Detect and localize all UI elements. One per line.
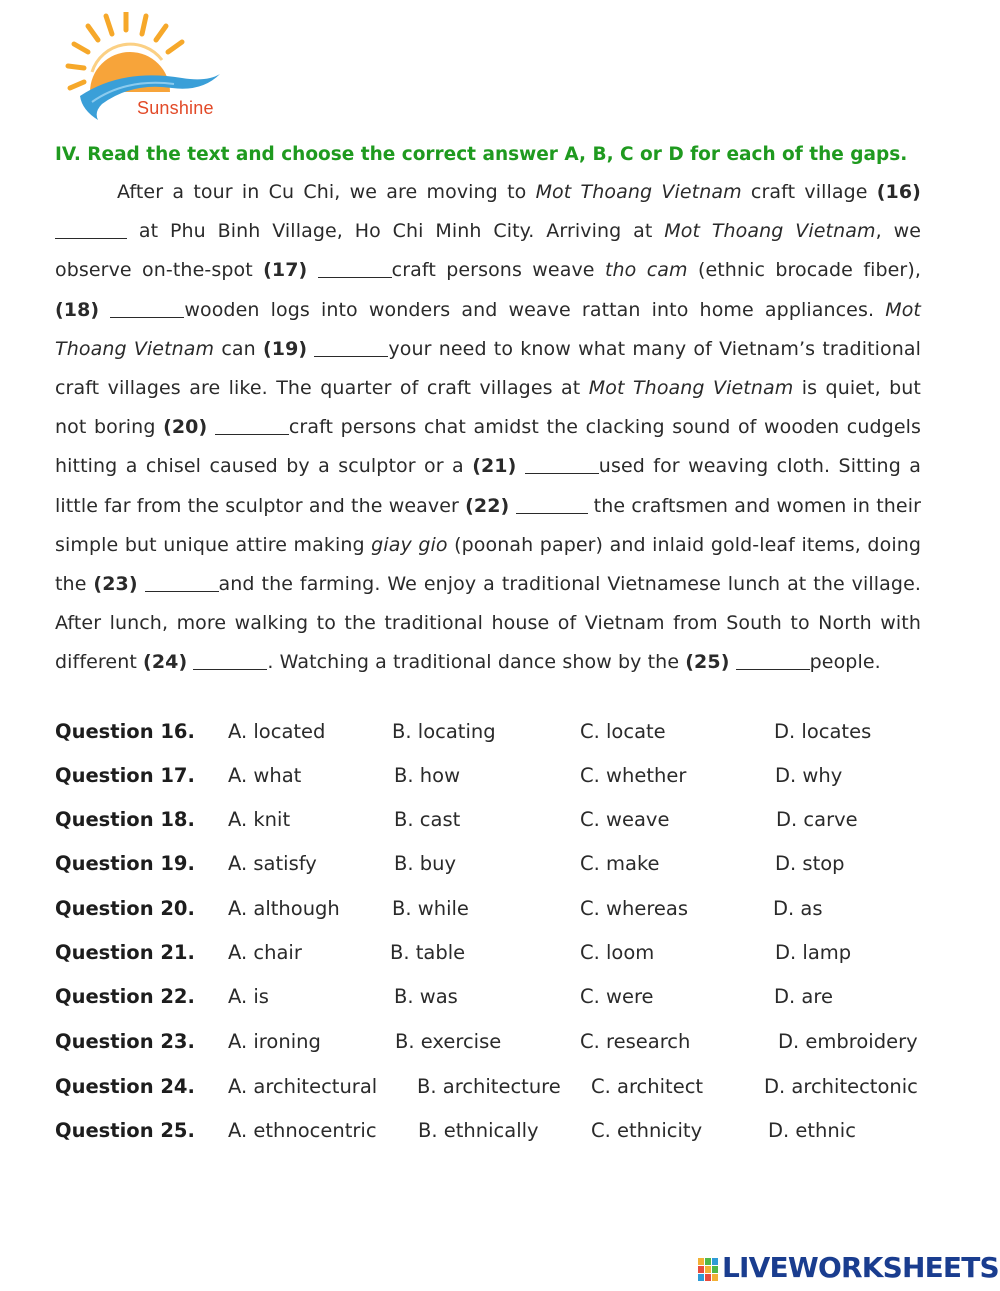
reading-passage: After a tour in Cu Chi, we are moving to Mot Thoang Vietnam craft village (16) at Phu Binh Village, Ho Chi Minh City. Arriving at Mot Thoang Vietnam, we observe on-the-spot (17) craft persons weave tho cam (ethnic brocade fiber), (18) wooden logs into wonders and weave rattan into home appliances. Mot Thoang Vietnam can (19) your need to know what many of Vietnam’s traditional craft villages are like. The quarter of craft villages at Mot Thoang Vietnam is quiet, but not boring (20) craft persons chat amidst the clacking sound of wooden cudgels hitting a chisel caused by a sculptor or a (21) used for weaving cloth. Sitting a little far from the sculptor and the weaver (22) the craftsmen and women in their simple but unique attire making giay gio (poonah paper) and inlaid gold-leaf items, doing the (23) and the farming. We enjoy a traditional Vietnamese lunch at the village. After lunch, more walking to the traditional house of Vietnam from South to North with different (24) . Watching a traditional dance show by the (25) people. xyxy=(55,181,922,674)
question-label: Question 19. xyxy=(55,852,195,875)
option-b[interactable]: B. buy xyxy=(394,852,457,875)
option-d[interactable]: D. locates xyxy=(774,720,872,743)
question-label: Question 24. xyxy=(55,1075,195,1098)
gap-number-23: (23) xyxy=(93,573,138,596)
liveworksheets-brand[interactable]: LIVEWORKSHEETS xyxy=(722,1251,999,1284)
option-a[interactable]: A. is xyxy=(228,985,269,1008)
option-c[interactable]: C. whether xyxy=(580,764,687,787)
option-d[interactable]: D. stop xyxy=(775,852,845,875)
option-b[interactable]: B. locating xyxy=(392,720,496,743)
question-label: Question 22. xyxy=(55,985,195,1008)
option-c[interactable]: C. loom xyxy=(580,941,655,964)
gap-number-20: (20) xyxy=(163,416,208,439)
option-a[interactable]: A. ironing xyxy=(228,1030,321,1053)
option-b[interactable]: B. table xyxy=(390,941,466,964)
option-c[interactable]: C. locate xyxy=(580,720,666,743)
question-label: Question 20. xyxy=(55,897,195,920)
gap-number-22: (22) xyxy=(465,494,510,517)
option-a[interactable]: A. although xyxy=(228,897,340,920)
question-row-25 xyxy=(0,1119,1000,1149)
gap-number-17: (17) xyxy=(263,259,308,282)
option-b[interactable]: B. exercise xyxy=(395,1030,502,1053)
option-d[interactable]: D. carve xyxy=(776,808,858,831)
gap-number-21: (21) xyxy=(472,455,517,478)
option-b[interactable]: B. cast xyxy=(394,808,461,831)
question-row-18 xyxy=(0,808,1000,838)
gap-25[interactable] xyxy=(736,651,810,670)
option-c[interactable]: C. make xyxy=(580,852,660,875)
gap-22[interactable] xyxy=(516,495,588,514)
option-a[interactable]: A. what xyxy=(228,764,302,787)
option-c[interactable]: C. weave xyxy=(580,808,670,831)
option-d[interactable]: D. embroidery xyxy=(778,1030,918,1053)
logo-brand-text: Sunshine xyxy=(137,98,214,118)
question-label: Question 25. xyxy=(55,1119,195,1142)
option-c[interactable]: C. ethnicity xyxy=(591,1119,703,1142)
option-d[interactable]: D. architectonic xyxy=(764,1075,918,1098)
gap-number-25: (25) xyxy=(685,651,730,674)
option-b[interactable]: B. architecture xyxy=(417,1075,561,1098)
question-row-24 xyxy=(0,1075,1000,1105)
option-c[interactable]: C. were xyxy=(580,985,654,1008)
option-c[interactable]: C. research xyxy=(580,1030,691,1053)
gap-17[interactable] xyxy=(318,259,392,278)
option-a[interactable]: A. chair xyxy=(228,941,302,964)
question-label: Question 17. xyxy=(55,764,195,787)
option-a[interactable]: A. knit xyxy=(228,808,291,831)
question-row-17 xyxy=(0,764,1000,794)
gap-21[interactable] xyxy=(525,455,599,474)
gap-24[interactable] xyxy=(193,651,267,670)
option-c[interactable]: C. whereas xyxy=(580,897,689,920)
gap-number-24: (24) xyxy=(143,651,188,674)
option-b[interactable]: B. how xyxy=(394,764,461,787)
option-b[interactable]: B. ethnically xyxy=(418,1119,539,1142)
option-d[interactable]: D. lamp xyxy=(775,941,852,964)
question-label: Question 16. xyxy=(55,720,195,743)
gap-18[interactable] xyxy=(110,299,184,318)
question-row-16 xyxy=(0,720,1000,750)
question-row-22 xyxy=(0,985,1000,1015)
question-row-21 xyxy=(0,941,1000,971)
question-label: Question 18. xyxy=(55,808,195,831)
option-a[interactable]: A. ethnocentric xyxy=(228,1119,377,1142)
option-a[interactable]: A. satisfy xyxy=(228,852,317,875)
option-d[interactable]: D. why xyxy=(775,764,843,787)
gap-23[interactable] xyxy=(145,573,219,592)
option-d[interactable]: D. as xyxy=(773,897,823,920)
gap-20[interactable] xyxy=(215,416,289,435)
question-row-23 xyxy=(0,1030,1000,1060)
gap-number-19: (19) xyxy=(262,337,308,360)
option-d[interactable]: D. are xyxy=(774,985,833,1008)
question-row-19 xyxy=(0,852,1000,882)
gap-number-18: (18) xyxy=(55,298,100,321)
option-b[interactable]: B. while xyxy=(392,897,469,920)
option-b[interactable]: B. was xyxy=(394,985,458,1008)
option-a[interactable]: A. located xyxy=(228,720,326,743)
liveworksheets-logo-icon xyxy=(698,1258,720,1282)
section-heading: IV. Read the text and choose the correct answer A, B, C or D for each of the gaps. xyxy=(55,144,908,165)
gap-number-16: (16) xyxy=(876,181,921,203)
gap-19[interactable] xyxy=(314,338,388,357)
question-row-20 xyxy=(0,897,1000,927)
option-a[interactable]: A. architectural xyxy=(228,1075,378,1098)
option-c[interactable]: C. architect xyxy=(591,1075,704,1098)
question-label: Question 21. xyxy=(55,941,195,964)
option-d[interactable]: D. ethnic xyxy=(768,1119,856,1142)
question-label: Question 23. xyxy=(55,1030,195,1053)
gap-16[interactable] xyxy=(55,220,127,239)
